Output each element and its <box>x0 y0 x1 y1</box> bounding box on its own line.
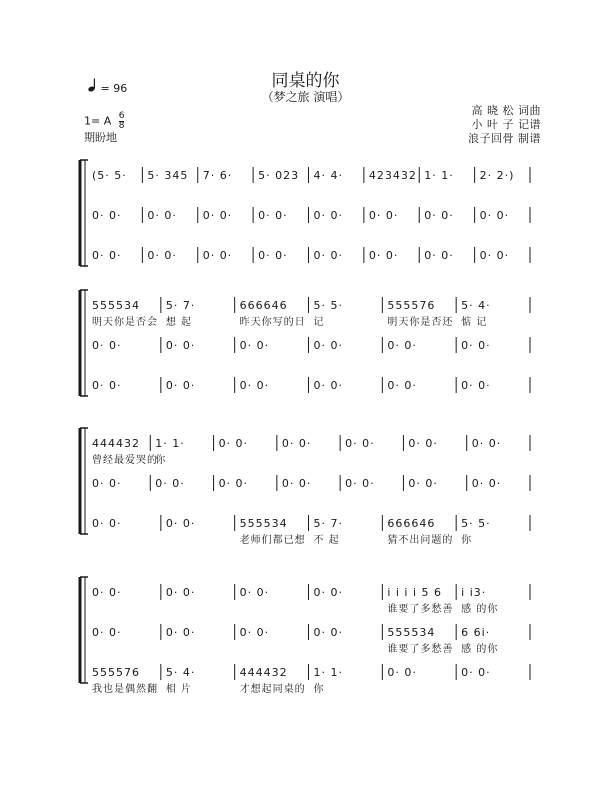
measure-notes: 2· 2·) <box>479 169 515 182</box>
measure-notes: 0· 0· <box>218 437 249 450</box>
lyric-text: 才想起同桌的 <box>239 684 306 695</box>
measure-notes: 5· 023 <box>258 169 300 182</box>
measure-notes: 0· 0· <box>92 626 122 639</box>
measure-notes: 0· 0· <box>218 477 249 490</box>
measure-notes: 0· 0· <box>424 249 454 262</box>
measure-notes: 0· 0· <box>165 517 196 530</box>
measure-notes: 0· 0· <box>408 437 438 450</box>
measure-notes: 0· 0· <box>461 379 491 392</box>
lyric-text: 你 <box>313 684 325 695</box>
measure-notes: 555534 <box>239 517 288 530</box>
measure-notes: 0· 0· <box>313 249 343 262</box>
measure-notes: 0· 0· <box>92 517 122 530</box>
measure-notes: i i3· <box>461 586 487 599</box>
measure-notes: 0· 0· <box>281 437 312 450</box>
measure-notes: 4· 4· <box>313 169 343 182</box>
measure-notes: 5· 5· <box>313 299 343 312</box>
lyric-text: 不 起 <box>313 535 340 546</box>
measure-notes: 0· 0· <box>239 626 270 639</box>
lyric-text: 老师们都已想 <box>239 535 306 546</box>
measure-notes: 0· 0· <box>281 477 312 490</box>
lyric-text: 你 <box>155 455 167 466</box>
measure-notes: 0· 0· <box>461 666 491 679</box>
measure-notes: 0· 0· <box>147 249 177 262</box>
measure-notes: 0· 0· <box>92 339 122 352</box>
lyric-text: 曾经最爱哭的 <box>92 455 158 466</box>
measure-notes: 0· 0· <box>258 249 288 262</box>
measure-notes: 0· 0· <box>424 209 454 222</box>
measure-notes: 0· 0· <box>258 209 288 222</box>
measure-notes: 0· 0· <box>165 379 196 392</box>
measure-notes: 0· 0· <box>387 666 417 679</box>
lyric-text: 昨天你写的日 <box>239 317 306 328</box>
measure-notes: 5· 7· <box>313 517 343 530</box>
measure-notes: 0· 0· <box>92 249 122 262</box>
measure-notes: 0· 0· <box>313 209 343 222</box>
lyric-text: 想 起 <box>165 317 193 328</box>
measure-notes: 444432 <box>239 666 288 679</box>
time-sig-bottom: 8 <box>118 121 125 131</box>
measure-notes: 0· 0· <box>368 249 399 262</box>
lyric-text: 相 片 <box>165 684 193 695</box>
measure-notes: 0· 0· <box>147 209 177 222</box>
measure-notes: 0· 0· <box>313 586 343 599</box>
lyric-text: 记 <box>313 317 325 328</box>
lyric-text: 感 的你 <box>461 644 499 655</box>
measure-notes: 1· 1· <box>313 666 343 679</box>
measure-notes: 0· 0· <box>313 379 343 392</box>
lyric-text: 明天你是否还 <box>387 317 454 328</box>
lyric-text: 惦 记 <box>461 317 488 328</box>
measure-notes: 0· 0· <box>92 477 122 490</box>
measure-notes: 0· 0· <box>387 339 417 352</box>
measure-notes: 0· 0· <box>408 477 438 490</box>
measure-notes: 0· 0· <box>92 379 122 392</box>
measure-notes: 0· 0· <box>239 586 270 599</box>
song-subtitle: （梦之旅 演唱） <box>261 90 350 104</box>
measure-notes: 0· 0· <box>92 209 122 222</box>
measure-notes: 0· 0· <box>202 249 233 262</box>
lyric-text: 我也是偶然翻 <box>92 684 158 695</box>
measure-notes: 555534 <box>387 626 436 639</box>
measure-notes: 5· 7· <box>165 299 196 312</box>
measure-notes: 1· 1· <box>424 169 454 182</box>
measure-notes: 1· 1· <box>155 437 185 450</box>
lyric-text: 明天你是否会 <box>92 317 158 328</box>
key-text: 1= A <box>84 114 112 128</box>
measure-notes: 5· 345 <box>147 169 189 182</box>
measure-notes: 7· 6· <box>202 169 233 182</box>
measure-notes: 0· 0· <box>239 379 270 392</box>
measure-notes: 5· 4· <box>165 666 196 679</box>
lyric-text: 你 <box>461 535 473 546</box>
measure-notes: 0· 0· <box>345 477 375 490</box>
measure-notes: 555576 <box>92 666 140 679</box>
measure-notes: 0· 0· <box>368 209 399 222</box>
measure-notes: 666646 <box>387 517 436 530</box>
measure-notes: 0· 0· <box>479 209 510 222</box>
measure-notes: 0· 0· <box>202 209 233 222</box>
measure-notes: 666646 <box>239 299 288 312</box>
measure-notes: 0· 0· <box>313 626 343 639</box>
measure-notes: 555534 <box>92 299 140 312</box>
measure-notes: 0· 0· <box>471 437 502 450</box>
measure-notes: 0· 0· <box>345 437 375 450</box>
measure-notes: 5· 4· <box>461 299 491 312</box>
measure-notes: i i i i 5 6 <box>387 586 443 599</box>
measure-notes: 0· 0· <box>479 249 510 262</box>
lyric-text: 猜不出问题的 <box>387 535 454 546</box>
credit-line: 高 晓 松 词曲 <box>471 104 541 117</box>
measure-notes: 0· 0· <box>239 339 270 352</box>
measure-notes: 555576 <box>387 299 436 312</box>
measure-notes: 5· 5· <box>461 517 491 530</box>
tempo-value: = 96 <box>100 82 128 95</box>
lyric-text: 谁要了多愁善 <box>387 644 454 655</box>
measure-notes: 0· 0· <box>313 339 343 352</box>
lyric-text: 感 的你 <box>461 604 499 615</box>
measure-notes: 0· 0· <box>165 586 196 599</box>
time-sig-top: 6 <box>118 111 125 121</box>
measure-notes: 0· 0· <box>165 626 196 639</box>
measure-notes: 0· 0· <box>92 586 122 599</box>
measure-notes: 444432 <box>92 437 140 450</box>
credit-line: 浪子回骨 制谱 <box>468 132 541 145</box>
measure-notes: 0· 0· <box>461 339 491 352</box>
measure-notes: 0· 0· <box>387 379 417 392</box>
credit-line: 小 叶 子 记谱 <box>471 118 541 131</box>
song-title: 同桌的你 <box>271 71 340 91</box>
expression-marking: 期盼地 <box>84 131 117 144</box>
measure-notes: 6 6i· <box>461 626 491 639</box>
lyric-text: 谁要了多愁善 <box>387 604 454 615</box>
measure-notes: 0· 0· <box>165 339 196 352</box>
measure-notes: 423432 <box>368 169 417 182</box>
measure-notes: 0· 0· <box>471 477 502 490</box>
measure-notes: (5· 5· <box>92 169 127 182</box>
measure-notes: 0· 0· <box>155 477 185 490</box>
